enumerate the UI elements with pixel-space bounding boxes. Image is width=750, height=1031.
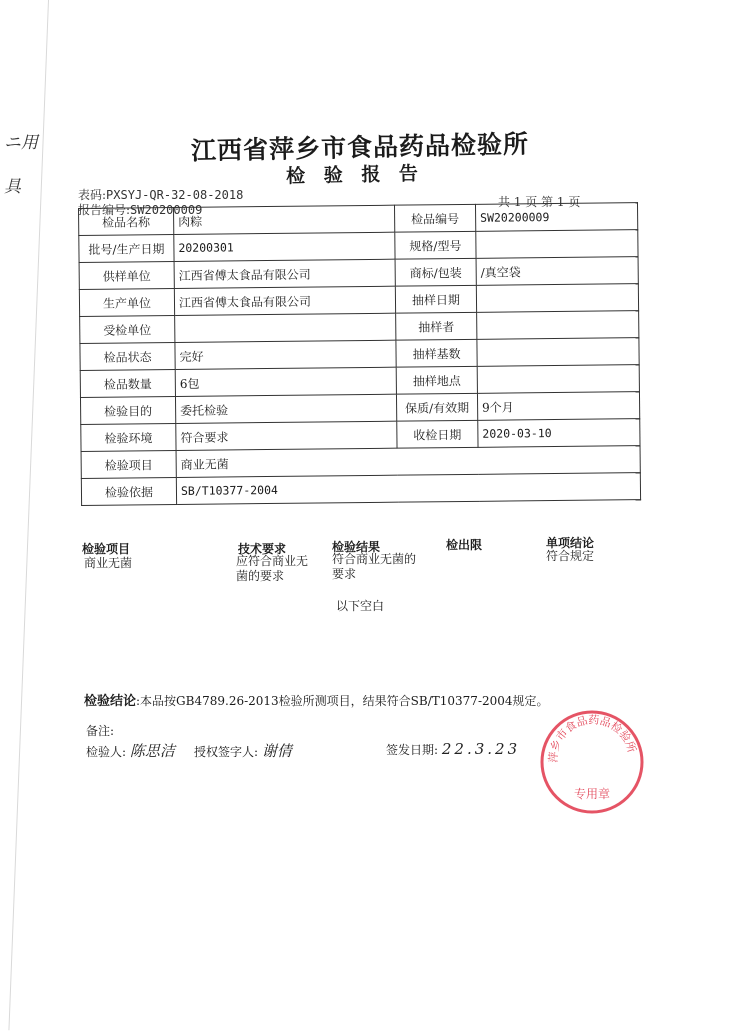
conclusion-block (84, 690, 549, 709)
quantity-label: 检品数量 (80, 369, 175, 397)
receive-date-value: 2020-03-10 (478, 419, 640, 448)
results-result-value (332, 552, 416, 582)
conclusion-label: 检验结论 (84, 694, 137, 709)
inspected-unit-label: 受检单位 (80, 315, 175, 343)
item-label: 检验项目 (81, 450, 176, 478)
conclusion-text: :本品按GB4789.26-2013检验所测项目，结果符合SB/T10377-2004规定。 (136, 694, 549, 708)
sampling-base-value (477, 338, 639, 367)
results-conclusion-value: 符合规定 (546, 549, 595, 563)
institute-title: 江西省萍乡市食品药品检验所 (190, 129, 530, 166)
batch-value: 20200301 (174, 232, 395, 261)
form-code-value: PXSYJ-QR-32-08-2018 (106, 188, 244, 202)
issue-date-label: 签发日期: (386, 743, 439, 757)
results-header-item: 检验项目 (82, 542, 131, 556)
spec-label: 规格/型号 (395, 231, 476, 259)
basis-label: 检验依据 (81, 477, 176, 505)
sampling-base-label: 抽样基数 (396, 339, 477, 367)
requirement-line: 菌的要求 (236, 569, 285, 583)
results-requirement-value (236, 554, 308, 584)
sample-info-table (78, 202, 641, 506)
report-number-value: SW20200009 (130, 203, 203, 217)
environment-label: 检验环境 (81, 423, 176, 451)
requirement-line: 应符合商业无 (236, 554, 309, 568)
batch-label: 批号/生产日期 (79, 234, 174, 262)
shelf-life-value: 9个月 (477, 392, 639, 421)
brand-value: /真空袋 (476, 257, 638, 286)
remark-label: 备注: (86, 724, 115, 738)
svg-text:专用章: 专用章 (573, 787, 611, 801)
supplier-value: 江西省傅太食品有限公司 (174, 259, 395, 288)
report-title: 检 验 报 告 (285, 162, 425, 188)
svg-text:萍乡市食品药品检验所: 萍乡市食品药品检验所 (546, 713, 639, 764)
form-code-label: 表码: (78, 188, 107, 202)
results-item-value: 商业无菌 (84, 556, 133, 570)
purpose-label: 检验目的 (80, 396, 175, 424)
sample-name-value: 肉粽 (174, 205, 395, 234)
producer-label: 生产单位 (79, 288, 174, 316)
sampler-value (477, 311, 639, 340)
result-line: 符合商业无菌的 (332, 552, 417, 566)
sampler-label: 抽样者 (396, 312, 477, 340)
sampling-date-label: 抽样日期 (395, 285, 476, 313)
report-number-label: 报告编号: (78, 203, 131, 217)
sample-no-value: SW20200009 (475, 203, 637, 232)
purpose-value: 委托检验 (175, 394, 396, 423)
page-count: 共 1 页 第 1 页 (498, 195, 581, 209)
authorized-label: 授权签字人: (194, 745, 259, 759)
blank-below-note: 以下空白 (336, 599, 385, 613)
table-row (81, 473, 640, 506)
receive-date-label: 收检日期 (397, 420, 478, 448)
quantity-value: 6包 (175, 367, 396, 396)
margin-note: ニ用 (4, 133, 38, 153)
sample-no-label: 检品编号 (394, 204, 475, 232)
authorized-signature-row (194, 740, 292, 761)
results-header-result: 检验结果 (332, 540, 381, 554)
issue-date-value: 22.3.23 (441, 740, 521, 758)
official-seal-stamp (536, 706, 648, 818)
inspector-signature-row (86, 740, 175, 761)
authorized-signature: 谢倩 (261, 742, 292, 760)
spec-value (476, 230, 638, 259)
sampling-place-label: 抽样地点 (396, 366, 477, 394)
supplier-label: 供样单位 (79, 261, 174, 289)
margin-note: 具 (4, 177, 21, 197)
results-header-conclusion: 单项结论 (546, 536, 595, 550)
sampling-date-value (476, 284, 638, 313)
inspector-signature: 陈思洁 (129, 742, 175, 760)
results-header-limit: 检出限 (446, 538, 483, 552)
inspected-unit-value (175, 313, 396, 342)
sampling-place-value (477, 365, 639, 394)
issue-date-row (386, 740, 520, 758)
results-header-requirement: 技术要求 (238, 542, 287, 556)
result-line: 要求 (332, 567, 357, 581)
shelf-life-label: 保质/有效期 (396, 393, 477, 421)
producer-value: 江西省傅太食品有限公司 (174, 286, 395, 315)
inspector-label: 检验人: (86, 745, 127, 759)
brand-label: 商标/包装 (395, 258, 476, 286)
state-value: 完好 (175, 340, 396, 369)
sample-name-label: 检品名称 (79, 207, 174, 235)
state-label: 检品状态 (80, 342, 175, 370)
item-value: 商业无菌 (176, 446, 640, 478)
basis-value: SB/T10377-2004 (176, 473, 640, 505)
environment-value: 符合要求 (176, 421, 397, 450)
